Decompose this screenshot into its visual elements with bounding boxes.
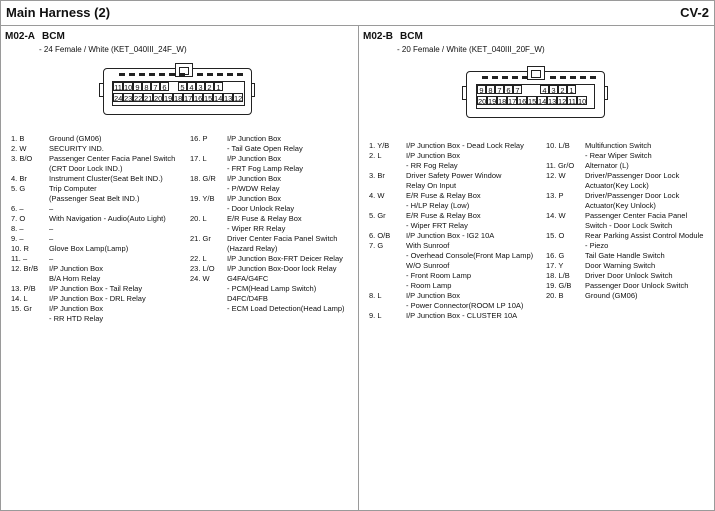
pin-description xyxy=(406,241,533,291)
pin-row xyxy=(546,161,714,171)
pin-description-line: G4FA/G4FC xyxy=(227,274,269,283)
pin-row xyxy=(11,144,187,154)
pin-number: 7. O xyxy=(11,214,26,223)
pin-description-line: Driver/Passenger Door Lock xyxy=(585,191,680,200)
pin-number: 11. Gr/O xyxy=(546,161,575,170)
connector-slot xyxy=(207,73,213,76)
connector-pin: 14 xyxy=(214,94,223,103)
connector-pin: 6 xyxy=(160,82,169,91)
column-divider xyxy=(358,26,359,511)
pin-number: 9. – xyxy=(11,234,24,243)
pin-description xyxy=(406,141,524,151)
connector-slot xyxy=(492,76,498,79)
connector-slot xyxy=(129,73,135,76)
pin-description xyxy=(227,254,343,264)
connector-b-pins-col1 xyxy=(369,141,549,321)
pin-description xyxy=(49,224,53,234)
pin-description xyxy=(49,184,139,204)
connector-pin: 13 xyxy=(548,97,557,106)
pin-row xyxy=(190,194,358,214)
pin-description-line: I/P Junction Box-FRT Deicer Relay xyxy=(227,254,343,263)
pin-description-line: - P/WDW Relay xyxy=(227,184,280,193)
pin-number: 17. L xyxy=(190,154,207,163)
pin-description xyxy=(49,254,53,264)
pin-description-line: - FRT Fog Lamp Relay xyxy=(227,164,303,173)
connector-pin: 10 xyxy=(124,83,133,92)
pin-description xyxy=(406,151,460,171)
pin-row xyxy=(11,204,187,214)
pin-description-line: – xyxy=(49,234,54,243)
connector-b-name: BCM xyxy=(400,31,423,42)
pin-number: 6. – xyxy=(11,204,24,213)
connector-slot xyxy=(179,73,185,76)
pin-description-line: I/P Junction Box - Tail Relay xyxy=(49,284,143,293)
pin-description-line: I/P Junction Box xyxy=(227,134,282,143)
pin-description-line: Passenger Center Facia Panel xyxy=(585,211,688,220)
connector-a-pins-col2 xyxy=(190,134,358,314)
connector-pin: 8 xyxy=(486,85,495,94)
pin-description-line: I/P Junction Box xyxy=(406,291,461,300)
pin-number: 1. Y/B xyxy=(369,141,390,150)
pin-description xyxy=(49,204,53,214)
pin-description-line: - Piezo xyxy=(585,241,609,250)
connector-pin: 3 xyxy=(549,85,558,94)
page-title: Main Harness (2) xyxy=(6,5,111,20)
connector-slot xyxy=(580,76,586,79)
connector-pin: 7 xyxy=(151,82,160,91)
pin-number: 6. O/B xyxy=(369,231,391,240)
connector-slot xyxy=(550,76,556,79)
pin-description-line: Passenger Center Facia Panel Switch xyxy=(49,154,176,163)
pin-description-line: – xyxy=(49,204,54,213)
pin-number: 12. Br/B xyxy=(11,264,39,273)
connector-slot xyxy=(169,73,175,76)
pin-description-line: I/P Junction Box xyxy=(49,264,104,273)
pin-description xyxy=(227,154,303,174)
pin-description-line: Trip Computer xyxy=(49,184,97,193)
connector-slot xyxy=(139,73,145,76)
pin-description-line: - Tail Gate Open Relay xyxy=(227,144,303,153)
pin-description xyxy=(227,214,302,234)
pin-number: 19. G/B xyxy=(546,281,572,290)
pin-description-line: I/P Junction Box-Door lock Relay xyxy=(227,264,337,273)
connector-slot xyxy=(502,76,508,79)
pin-description-line: (Hazard Relay) xyxy=(227,244,278,253)
pin-description-line: Passenger Door Unlock Switch xyxy=(585,281,689,290)
pin-description xyxy=(227,174,281,194)
pin-description-line: - PCM(Head Lamp Switch) xyxy=(227,284,317,293)
pin-number: 15. Gr xyxy=(11,304,32,313)
pin-description-line: With Sunroof xyxy=(406,241,450,250)
pin-description-line: D4FC/D4FB xyxy=(227,294,268,303)
pin-description-line: Rear Parking Assist Control Module xyxy=(585,231,704,240)
connector-slot xyxy=(560,76,566,79)
pin-description-line: Switch - Door Lock Switch xyxy=(585,221,673,230)
connector-a-id: M02-A xyxy=(5,31,36,42)
connector-a-bottom-row xyxy=(113,93,243,103)
connector-a-name: BCM xyxy=(42,31,65,42)
pin-number: 16. G xyxy=(546,251,565,260)
pin-description-line: - Wiper FRT Relay xyxy=(406,221,468,230)
pin-number: 9. L xyxy=(369,311,382,320)
connector-pin: 24 xyxy=(114,94,123,103)
pin-description-line: I/P Junction Box - Dead Lock Relay xyxy=(406,141,524,150)
pin-description-line: Multifunction Switch xyxy=(585,141,652,150)
pin-number: 2. L xyxy=(369,151,382,160)
connector-pin: 14 xyxy=(538,97,547,106)
pin-description-line: - Room Lamp xyxy=(406,281,452,290)
pin-row xyxy=(546,291,714,301)
pin-number: 7. G xyxy=(369,241,384,250)
pin-number: 18. L/B xyxy=(546,271,570,280)
pin-description xyxy=(49,144,104,154)
pin-row xyxy=(546,261,714,271)
pin-description-line: - Overhead Console(Front Map Lamp) xyxy=(406,251,534,260)
connector-a-spec: - 24 Female / White (KET_040III_24F_W) xyxy=(39,45,187,54)
pin-description xyxy=(585,231,703,251)
pin-row xyxy=(546,211,714,231)
pin-description-line: I/P Junction Box - DRL Relay xyxy=(49,294,146,303)
pin-description xyxy=(49,154,175,174)
pin-description-line: Ground (GM06) xyxy=(585,291,638,300)
pin-description xyxy=(49,264,103,284)
pin-description xyxy=(406,211,481,231)
connector-pin: 11 xyxy=(114,83,122,92)
pin-description xyxy=(227,274,345,314)
connector-pin: 12 xyxy=(558,97,567,106)
pin-row xyxy=(546,141,714,161)
connector-pin: 3 xyxy=(196,82,205,91)
pin-number: 13. P/B xyxy=(11,284,36,293)
pin-description xyxy=(585,161,629,171)
pin-description xyxy=(227,264,337,274)
connector-b-bottom-row xyxy=(477,96,587,106)
pin-row xyxy=(11,254,187,264)
connector-pin: 18 xyxy=(498,97,507,106)
connector-pin: 10 xyxy=(578,97,587,106)
connector-slot xyxy=(237,73,243,76)
pin-description xyxy=(227,194,294,214)
pin-description-line: - Wiper RR Relay xyxy=(227,224,286,233)
pin-row xyxy=(369,311,549,321)
pin-description-line: Driver Center Facia Panel Switch xyxy=(227,234,338,243)
connector-slot xyxy=(512,76,518,79)
connector-slot xyxy=(227,73,233,76)
pin-row xyxy=(369,291,549,311)
connector-pin: 9 xyxy=(133,82,142,91)
connector-pin: 20 xyxy=(154,94,163,103)
connector-a-title xyxy=(5,31,65,42)
pin-number: 12. W xyxy=(546,171,566,180)
pin-description xyxy=(585,211,687,231)
pin-row xyxy=(11,134,187,144)
pin-description xyxy=(406,291,523,311)
connector-b-title xyxy=(363,31,423,42)
pin-row xyxy=(190,154,358,174)
pin-row xyxy=(11,174,187,184)
connector-pin: 19 xyxy=(488,97,497,106)
connector-slot xyxy=(522,76,528,79)
pin-description-line: SECURITY IND. xyxy=(49,144,104,153)
pin-row xyxy=(190,234,358,254)
pin-row xyxy=(11,244,187,254)
pin-row xyxy=(190,274,358,314)
pin-row xyxy=(190,174,358,194)
pin-description xyxy=(406,231,494,241)
pin-description-line: I/P Junction Box xyxy=(406,151,461,160)
connector-pin: 4 xyxy=(187,82,196,91)
pin-row xyxy=(11,234,187,244)
pin-number: 14. W xyxy=(546,211,566,220)
connector-pin: 15 xyxy=(204,94,213,103)
pin-description-line: I/P Junction Box xyxy=(49,304,104,313)
pin-number: 24. W xyxy=(190,274,210,283)
pin-description-line: (Passenger Seat Belt IND.) xyxy=(49,194,140,203)
pin-description-line: Driver Safety Power Window xyxy=(406,171,502,180)
connector-slot xyxy=(482,76,488,79)
pin-number: 14. L xyxy=(11,294,28,303)
connector-pin: 17 xyxy=(508,97,517,106)
pin-number: 23. L/O xyxy=(190,264,215,273)
pin-description-line: I/P Junction Box xyxy=(227,194,282,203)
pin-description xyxy=(227,234,337,254)
pin-description xyxy=(49,214,166,224)
pin-number: 20. B xyxy=(546,291,564,300)
connector-pin-empty xyxy=(522,85,531,94)
pin-number: 15. O xyxy=(546,231,565,240)
pin-description-line: Door Warning Switch xyxy=(585,261,656,270)
pin-description-line: - Power Connector(ROOM LP 10A) xyxy=(406,301,524,310)
pin-description xyxy=(49,284,142,294)
connector-pin-empty xyxy=(531,85,540,94)
pin-description-line: - ECM Load Detection(Head Lamp) xyxy=(227,304,345,313)
pin-description xyxy=(49,174,163,184)
connector-pin: 4 xyxy=(540,85,549,94)
pin-number: 3. B/O xyxy=(11,154,33,163)
pin-number: 1. B xyxy=(11,134,25,143)
connector-pin: 23 xyxy=(124,94,133,103)
connector-pin: 12 xyxy=(234,94,243,103)
pin-number: 10. L/B xyxy=(546,141,570,150)
pin-row xyxy=(190,214,358,234)
connector-pin: 18 xyxy=(174,94,183,103)
connector-pin: 6 xyxy=(504,85,513,94)
pin-description-line: (CRT Door Lock IND.) xyxy=(49,164,123,173)
connector-pin: 22 xyxy=(134,94,143,103)
pin-row xyxy=(190,254,358,264)
pin-description xyxy=(227,134,303,154)
connector-pin: 7 xyxy=(513,85,522,94)
pin-description-line: Tail Gate Handle Switch xyxy=(585,251,665,260)
pin-row xyxy=(190,264,358,274)
pin-row xyxy=(11,264,187,284)
connector-pin: 16 xyxy=(518,97,527,106)
connector-b-id: M02-B xyxy=(363,31,394,42)
connector-pin: 2 xyxy=(205,82,214,91)
pin-description-line: With Navigation - Audio(Auto Light) xyxy=(49,214,166,223)
pin-number: 4. Br xyxy=(11,174,27,183)
pin-number: 22. L xyxy=(190,254,207,263)
connector-pin: 2 xyxy=(558,85,567,94)
connector-a-top-row xyxy=(113,82,223,92)
connector-b-pins-col2 xyxy=(546,141,714,301)
pin-description xyxy=(585,271,673,281)
connector-slot xyxy=(197,73,203,76)
pin-description-line: Driver Door Unlock Switch xyxy=(585,271,673,280)
connector-pin: 9 xyxy=(477,85,486,94)
pin-description-line: I/P Junction Box - CLUSTER 10A xyxy=(406,311,518,320)
pin-row xyxy=(11,294,187,304)
connector-a-pins-col1 xyxy=(11,134,187,324)
pin-row xyxy=(369,211,549,231)
pin-number: 2. W xyxy=(11,144,27,153)
connector-pin: 1 xyxy=(214,82,223,91)
pin-description-line: E/R Fuse & Relay Box xyxy=(406,191,481,200)
pin-row xyxy=(546,251,714,261)
pin-row xyxy=(546,281,714,291)
connector-pin: 8 xyxy=(142,82,151,91)
pin-description-line: Relay On Input xyxy=(406,181,457,190)
pin-description xyxy=(406,171,501,191)
pin-row xyxy=(11,284,187,294)
pin-description xyxy=(585,191,679,211)
pin-description xyxy=(585,251,665,261)
pin-description xyxy=(585,141,652,161)
connector-pin: 1 xyxy=(567,85,576,94)
pin-row xyxy=(546,191,714,211)
pin-row xyxy=(369,231,549,241)
connector-pin: 17 xyxy=(184,94,193,103)
connector-slot xyxy=(159,73,165,76)
pin-description xyxy=(49,304,103,324)
pin-description-line: – xyxy=(49,254,54,263)
pin-description-line: Instrument Cluster(Seat Belt IND.) xyxy=(49,174,163,183)
pin-number: 19. Y/B xyxy=(190,194,215,203)
pin-description-line: - Door Unlock Relay xyxy=(227,204,295,213)
pin-description-line: I/P Junction Box xyxy=(227,174,282,183)
pin-description-line: - Rear Wiper Switch xyxy=(585,151,652,160)
pin-description xyxy=(585,171,679,191)
pin-number: 21. Gr xyxy=(190,234,211,243)
pin-description xyxy=(49,234,53,244)
connector-slot xyxy=(570,76,576,79)
pin-description-line: W/O Sunroof xyxy=(406,261,450,270)
pin-description-line: - RR HTD Relay xyxy=(49,314,104,323)
pin-number: 5. G xyxy=(11,184,26,193)
connector-b-top-row xyxy=(477,85,576,95)
pin-description-line: Actuator(Key Lock) xyxy=(585,181,649,190)
pin-description-line: B/A Horn Relay xyxy=(49,274,101,283)
pin-row xyxy=(369,151,549,171)
pin-description-line: E/R Fuse & Relay Box xyxy=(227,214,302,223)
connector-slot xyxy=(590,76,596,79)
connector-pin: 21 xyxy=(144,94,153,103)
pin-description xyxy=(406,311,517,321)
page-code: CV-2 xyxy=(680,5,709,20)
pin-description-line: Glove Box Lamp(Lamp) xyxy=(49,244,129,253)
pin-number: 4. W xyxy=(369,191,385,200)
connector-pin: 5 xyxy=(178,82,187,91)
pin-description-line: I/P Junction Box xyxy=(227,154,282,163)
pin-row xyxy=(11,304,187,324)
pin-description xyxy=(49,294,146,304)
connector-pin: 15 xyxy=(528,97,537,106)
pin-description-line: I/P Junction Box - IG2 10A xyxy=(406,231,495,240)
pin-row xyxy=(11,184,187,204)
pin-number: 13. P xyxy=(546,191,564,200)
pin-description xyxy=(585,281,688,291)
pin-row xyxy=(546,231,714,251)
connector-slot xyxy=(149,73,155,76)
pin-description xyxy=(406,191,481,211)
pin-number: 20. L xyxy=(190,214,207,223)
pin-description-line: E/R Fuse & Relay Box xyxy=(406,211,481,220)
pin-number: 8. L xyxy=(369,291,382,300)
pin-description-line: Ground (GM06) xyxy=(49,134,102,143)
connector-pin: 16 xyxy=(194,94,203,103)
pin-description xyxy=(585,291,638,301)
pin-row xyxy=(546,171,714,191)
connector-slot xyxy=(217,73,223,76)
pin-description-line: - Front Room Lamp xyxy=(406,271,472,280)
pin-row xyxy=(546,271,714,281)
connector-pin: 13 xyxy=(224,94,233,103)
connector-pin: 11 xyxy=(568,97,576,106)
connector-pin: 19 xyxy=(164,94,173,103)
pin-description-line: – xyxy=(49,224,54,233)
connector-pin: 7 xyxy=(495,85,504,94)
pin-number: 5. Gr xyxy=(369,211,386,220)
pin-description-line: - H/LP Relay (Low) xyxy=(406,201,470,210)
connector-b-latch xyxy=(527,66,545,80)
pin-description xyxy=(49,134,102,144)
pin-row xyxy=(11,214,187,224)
pin-description-line: Alternator (L) xyxy=(585,161,629,170)
pin-number: 10. R xyxy=(11,244,29,253)
connector-pin-empty xyxy=(169,82,178,91)
pin-description xyxy=(49,244,128,254)
pin-description xyxy=(585,261,655,271)
connector-b-spec: - 20 Female / White (KET_040III_20F_W) xyxy=(397,45,545,54)
pin-row xyxy=(11,224,187,234)
pin-number: 8. – xyxy=(11,224,24,233)
pin-row xyxy=(369,141,549,151)
pin-description-line: Driver/Passenger Door Lock xyxy=(585,171,680,180)
pin-row xyxy=(369,171,549,191)
pin-number: 3. Br xyxy=(369,171,385,180)
pin-row xyxy=(190,134,358,154)
pin-row xyxy=(11,154,187,174)
pin-description-line: Actuator(Key Unlock) xyxy=(585,201,656,210)
pin-number: 18. G/R xyxy=(190,174,216,183)
pin-number: 11. – xyxy=(11,254,28,263)
page-header xyxy=(1,1,714,26)
pin-row xyxy=(369,241,549,291)
pin-number: 17. Y xyxy=(546,261,564,270)
pin-row xyxy=(369,191,549,211)
connector-pin: 20 xyxy=(478,97,487,106)
pin-number: 16. P xyxy=(190,134,208,143)
pin-description-line: - RR Fog Relay xyxy=(406,161,458,170)
connector-slot xyxy=(119,73,125,76)
